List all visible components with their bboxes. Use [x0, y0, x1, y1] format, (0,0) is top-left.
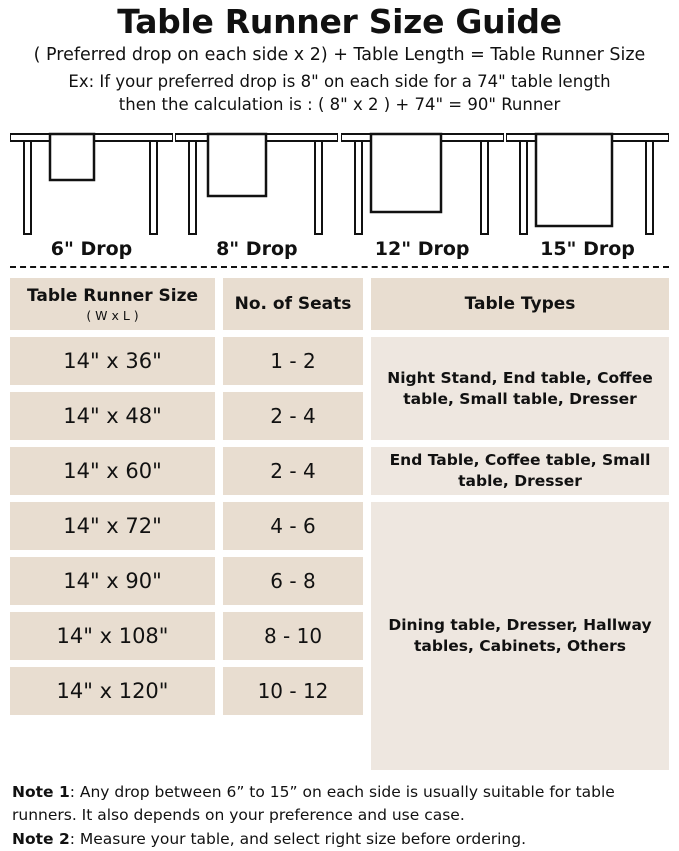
table-row: 14" x 120" — [10, 667, 215, 715]
example-block — [8, 71, 671, 117]
table-row: 4 - 6 — [223, 502, 363, 550]
table-runner-illustration-8-icon — [175, 126, 338, 236]
seats-column — [223, 278, 363, 777]
table-row: 8 - 10 — [223, 612, 363, 660]
table-runner-illustration-15-icon — [506, 126, 669, 236]
note-2-label: Note 2 — [12, 830, 70, 849]
table-row: 2 - 4 — [223, 392, 363, 440]
types-column-header — [371, 278, 669, 330]
drop-label-6: 6" Drop — [50, 238, 133, 261]
table-runner-illustration-6-icon — [10, 126, 173, 236]
drop-diagram-15 — [506, 126, 669, 236]
types-column — [371, 278, 669, 777]
table-row: 14" x 90" — [10, 557, 215, 605]
drop-diagrams — [8, 126, 671, 236]
size-column-header-sub: ( W x L ) — [86, 307, 139, 323]
drop-label-12: 12" Drop — [374, 238, 470, 261]
table-row: 6 - 8 — [223, 557, 363, 605]
size-column-header-label: Table Runner Size — [26, 285, 199, 306]
size-column-header — [10, 278, 215, 330]
table-row: 10 - 12 — [223, 667, 363, 715]
table-row: 14" x 108" — [10, 612, 215, 660]
table-row: 2 - 4 — [223, 447, 363, 495]
table-row: 14" x 36" — [10, 337, 215, 385]
note-1 — [12, 781, 667, 826]
example-line-1: Ex: If your preferred drop is 8" on each side for a 74" table length — [68, 71, 611, 91]
drop-diagram-8 — [175, 126, 338, 236]
drop-label-15: 15" Drop — [540, 238, 635, 261]
table-runner-illustration-12-icon — [341, 126, 504, 236]
note-1-text: : Any drop between 6” to 15” on each side is usually suitable for table runners. It also depends on your preference and use case. — [12, 783, 615, 824]
note-2 — [12, 828, 667, 850]
drop-diagram-12 — [341, 126, 504, 236]
size-guide-page — [0, 2, 679, 849]
note-2-text: : Measure your table, and select right size before ordering. — [69, 830, 527, 849]
table-row: 1 - 2 — [223, 337, 363, 385]
drop-diagram-6 — [10, 126, 173, 236]
seats-column-header — [223, 278, 363, 330]
seats-column-header-label: No. of Seats — [234, 294, 352, 315]
example-line-2: then the calculation is : ( 8" x 2 ) + 74" = 90" Runner — [118, 95, 561, 115]
table-row: Dining table, Dresser, Hallway tables, Cabinets, Others — [371, 502, 669, 770]
drop-label-8: 8" Drop — [216, 238, 298, 261]
size-column — [10, 278, 215, 777]
drop-label-row — [8, 238, 671, 260]
table-row: 14" x 72" — [10, 502, 215, 550]
formula-text: ( Preferred drop on each side x 2) + Table Length = Table Runner Size — [33, 44, 646, 65]
notes-section — [8, 777, 671, 850]
table-row: 14" x 48" — [10, 392, 215, 440]
page-title: Table Runner Size Guide — [117, 2, 562, 41]
dashed-divider — [10, 266, 669, 268]
table-row: End Table, Coffee table, Small table, Dresser — [371, 447, 669, 495]
table-row: 14" x 60" — [10, 447, 215, 495]
size-table — [8, 278, 671, 777]
types-column-header-label: Table Types — [464, 294, 576, 315]
note-1-label: Note 1 — [12, 783, 70, 802]
table-row: Night Stand, End table, Coffee table, Small table, Dresser — [371, 337, 669, 440]
